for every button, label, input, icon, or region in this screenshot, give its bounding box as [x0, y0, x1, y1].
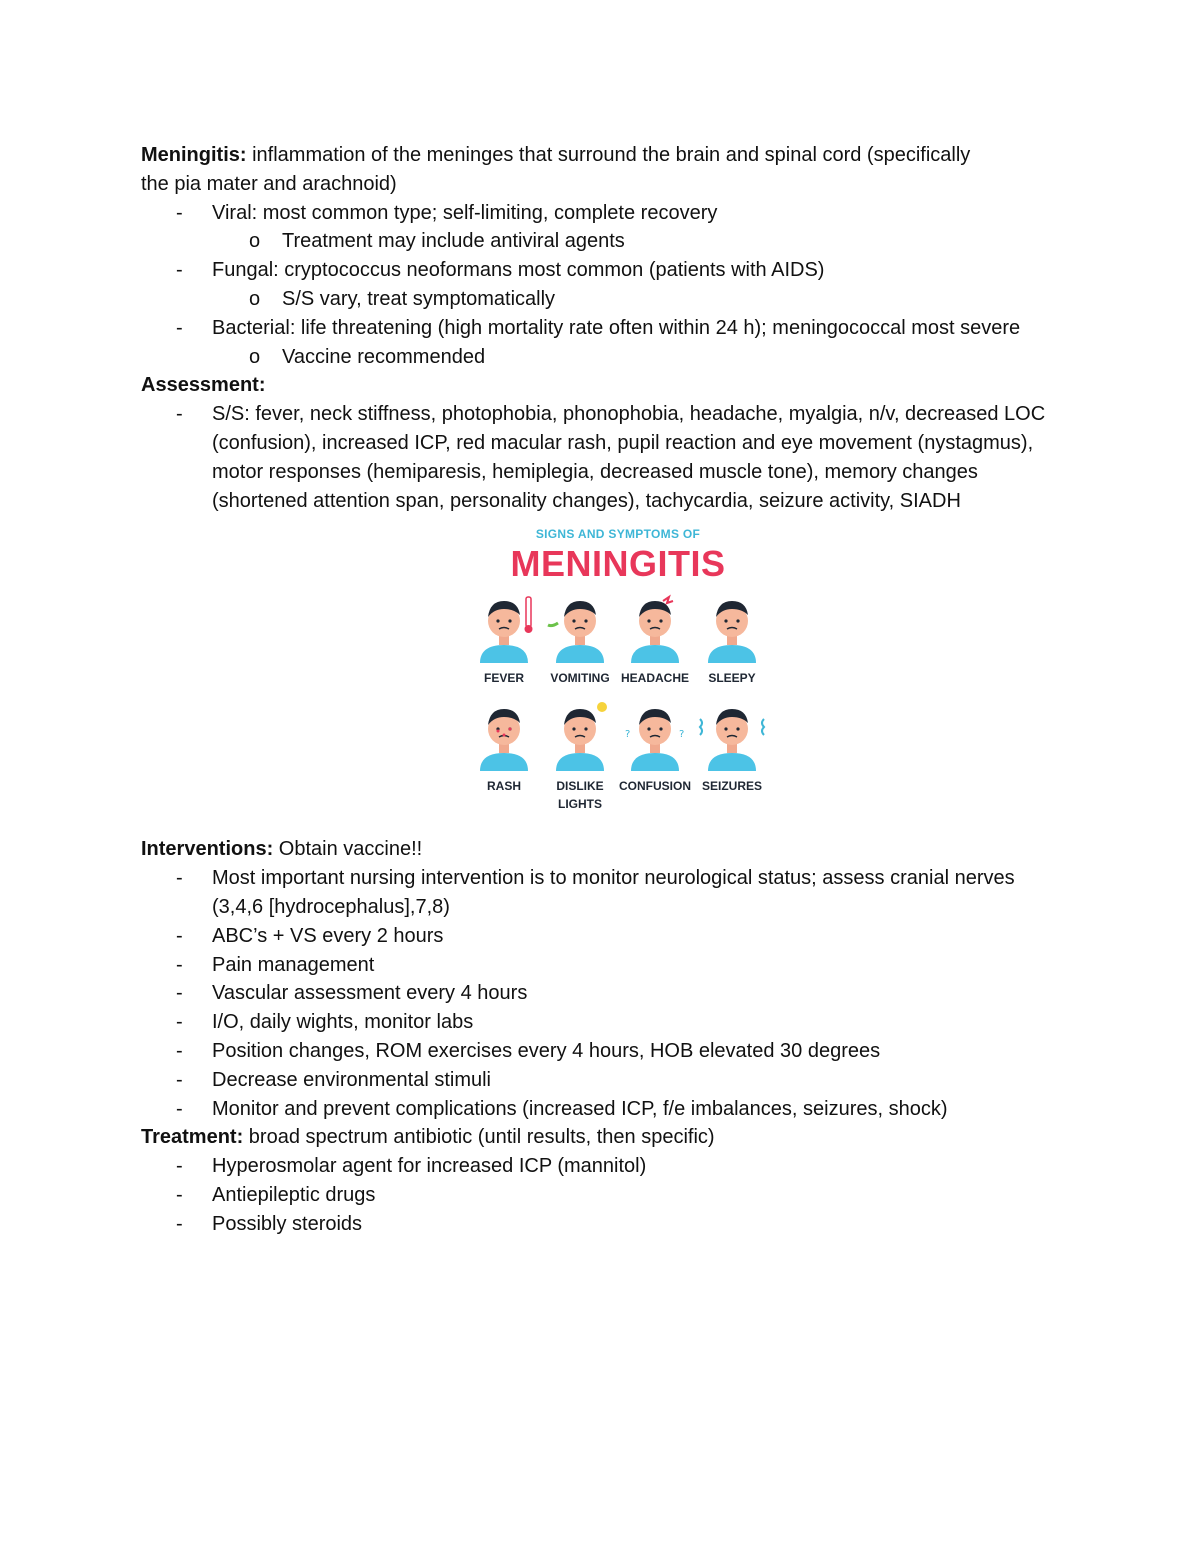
- thermometer-icon: [468, 591, 540, 663]
- subitem-text: Treatment may include antiviral agents: [282, 230, 625, 253]
- symptom-thermometer: [468, 591, 540, 687]
- symptom-label: SEIZURES: [701, 779, 762, 794]
- dash-marker: -: [176, 953, 183, 976]
- treatment-item-text: Antiepileptic drugs: [212, 1183, 376, 1206]
- seizure-icon: [696, 699, 768, 771]
- dash-marker: -: [176, 259, 183, 282]
- dash-marker: -: [176, 403, 183, 426]
- meningitis-infographic: [468, 521, 768, 831]
- dash-marker: -: [176, 1097, 183, 1120]
- dash-marker: -: [176, 1039, 183, 1062]
- intervention-item: [141, 1008, 1021, 1037]
- dash-marker: -: [176, 201, 183, 224]
- intervention-item-text: ABC’s + VS every 2 hours: [212, 924, 444, 947]
- symptom-headache: [619, 591, 691, 687]
- treatment-item-text: Hyperosmolar agent for increased ICP (mannitol): [212, 1155, 647, 1178]
- treatment-item: [141, 1181, 1061, 1210]
- dash-marker: -: [176, 982, 183, 1005]
- headache-icon: [619, 591, 691, 663]
- intervention-item: [141, 951, 1021, 980]
- interventions-lead: Obtain vaccine!!: [273, 838, 423, 861]
- symptom-light: [544, 699, 616, 813]
- sleepy-icon: [696, 591, 768, 663]
- svg-text:?: ?: [625, 729, 631, 741]
- symptom-rash: [468, 699, 540, 795]
- assessment-heading-text: Assessment:: [141, 374, 266, 397]
- symptom-confusion: [619, 699, 691, 795]
- intervention-item-text: Most important nursing intervention is to monitor neurological status; assess cranial nerves (3,4,6 [hydrocephalus],7,8): [212, 867, 1015, 918]
- intervention-item: [141, 864, 1021, 922]
- intervention-item-text: Monitor and prevent complications (increased ICP, f/e imbalances, seizures, shock): [212, 1097, 948, 1120]
- type-item-bacterial: [141, 314, 1042, 343]
- intervention-item-text: Vascular assessment every 4 hours: [212, 982, 528, 1005]
- type-subitem-fungal: [141, 285, 1061, 314]
- treatment-item-text: Possibly steroids: [212, 1212, 363, 1235]
- symptom-label: DISLIKE LIGHTS: [556, 779, 604, 812]
- symptom-vomit: [544, 591, 616, 687]
- intervention-item: [141, 1095, 1021, 1124]
- intervention-item-text: Position changes, ROM exercises every 4 hours, HOB elevated 30 degrees: [212, 1039, 881, 1062]
- symptom-label: HEADACHE: [620, 671, 689, 686]
- treatment-list: [141, 1152, 1061, 1238]
- symptom-sleepy: [696, 591, 768, 687]
- light-icon: [544, 699, 616, 771]
- symptom-label: VOMITING: [550, 671, 610, 686]
- intervention-item-text: Pain management: [212, 953, 375, 976]
- dash-marker: -: [176, 316, 183, 339]
- intro-paragraph: [141, 141, 1061, 199]
- confusion-icon: [619, 699, 691, 771]
- vomit-icon: [544, 591, 616, 663]
- bullet-marker: o: [249, 287, 261, 310]
- type-text: Fungal: cryptococcus neoformans most common (patients with AIDS): [212, 259, 825, 282]
- treatment-item: [141, 1210, 1061, 1239]
- dash-marker: -: [176, 867, 183, 890]
- interventions-heading: Interventions:: [141, 838, 274, 861]
- document-page: [141, 141, 1061, 1239]
- dash-marker: -: [176, 1011, 183, 1034]
- treatment-paragraph: [141, 1123, 1061, 1152]
- symptom-label: SLEEPY: [708, 671, 756, 686]
- svg-text:?: ?: [679, 729, 685, 741]
- subitem-text: Vaccine recommended: [282, 345, 486, 368]
- symptom-label: FEVER: [483, 671, 524, 686]
- assessment-heading: [141, 371, 1061, 400]
- rash-icon: [468, 699, 540, 771]
- treatment-lead: broad spectrum antibiotic (until results, then specific): [243, 1126, 715, 1149]
- intro-definition-1: inflammation of the meninges that surround the brain and spinal cord (specifically: [246, 144, 971, 166]
- interventions-list: [141, 864, 1021, 1123]
- subitem-text: S/S vary, treat symptomatically: [282, 287, 556, 310]
- bullet-marker: o: [249, 345, 261, 368]
- treatment-item: [141, 1152, 1061, 1181]
- intervention-item: [141, 1066, 1021, 1095]
- treatment-heading: Treatment:: [141, 1126, 244, 1149]
- symptom-label: CONFUSION: [619, 779, 691, 794]
- type-item-viral: [141, 199, 1061, 228]
- intro-term: Meningitis:: [141, 144, 247, 166]
- bullet-marker: o: [249, 230, 261, 253]
- type-text: Bacterial: life threatening (high mortality rate often within 24 h); meningococcal most severe: [212, 316, 1021, 339]
- intervention-item-text: Decrease environmental stimuli: [212, 1068, 492, 1091]
- intro-definition-2: the pia mater and arachnoid): [141, 172, 397, 195]
- type-text: Viral: most common type; self-limiting, complete recovery: [212, 201, 718, 224]
- intervention-item: [141, 1037, 1021, 1066]
- infographic-subtitle: SIGNS AND SYMPTOMS OF: [535, 527, 701, 542]
- symptom-seizure: [696, 699, 768, 795]
- dash-marker: -: [176, 1212, 183, 1235]
- infographic-title: MENINGITIS: [510, 543, 726, 585]
- dash-marker: -: [176, 924, 183, 947]
- assessment-item: [141, 400, 1062, 515]
- intervention-item-text: I/O, daily wights, monitor labs: [212, 1011, 474, 1034]
- dash-marker: -: [176, 1068, 183, 1091]
- dash-marker: -: [176, 1155, 183, 1178]
- type-subitem-viral: [141, 227, 1061, 256]
- assessment-text: S/S: fever, neck stiffness, photophobia, phonophobia, headache, myalgia, n/v, decreased LOC (confusion), increased ICP, red macular rash, pupil reaction and eye movement (nystagmus), motor responses (hemiparesis, hemiplegia, decreased muscle tone), memory changes (shortened attention span, personality changes), tachycardia, seizure activity, SIADH: [212, 403, 1046, 512]
- intervention-item: [141, 922, 1021, 951]
- type-item-fungal: [141, 256, 1061, 285]
- symptom-label: RASH: [486, 779, 521, 794]
- dash-marker: -: [176, 1183, 183, 1206]
- type-subitem-bacterial: [141, 343, 1061, 372]
- intervention-item: [141, 979, 1021, 1008]
- interventions-paragraph: [141, 835, 1061, 864]
